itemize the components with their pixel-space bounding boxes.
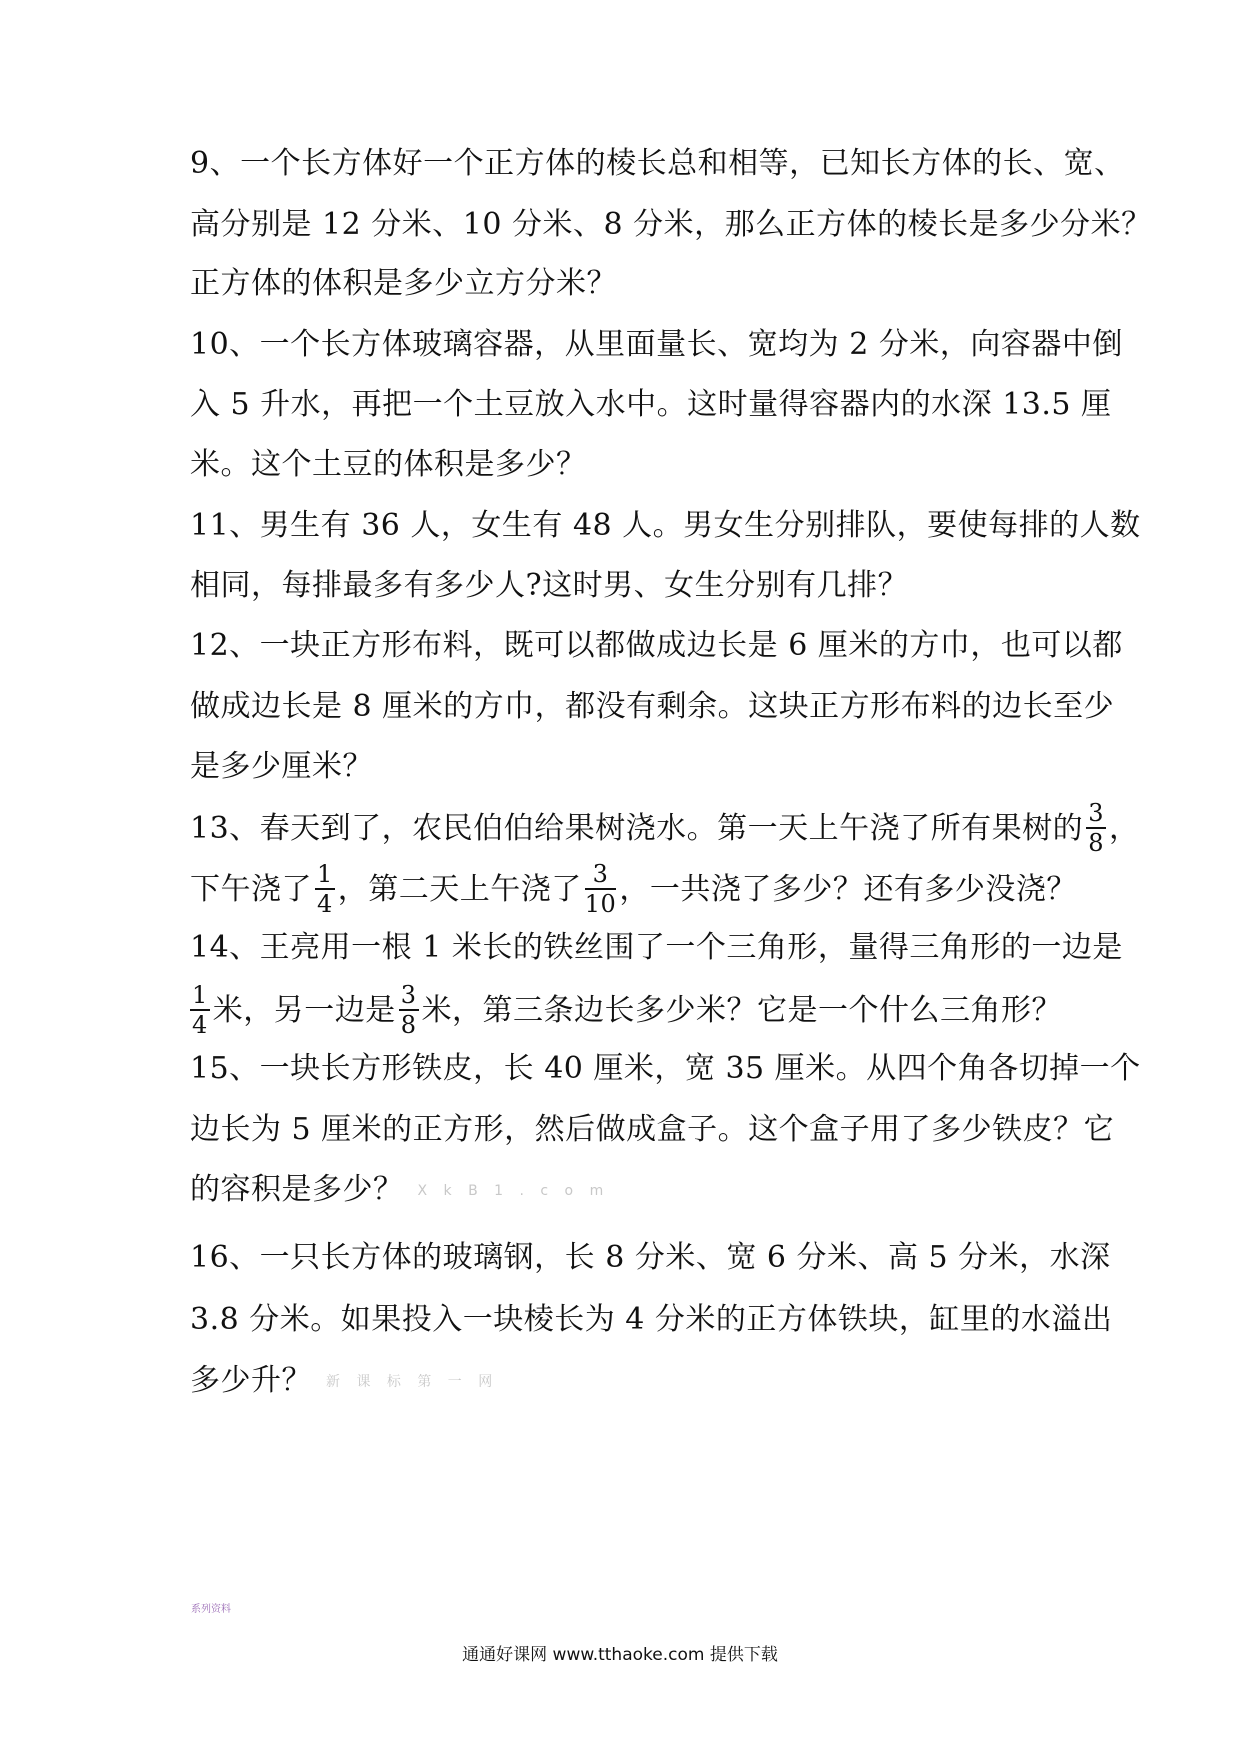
fraction [1086,799,1106,857]
problem-15-line-3 [190,1164,1070,1216]
fraction-numerator: 3 [1088,799,1104,827]
watermark-text: X k B 1 . c o m [417,1183,610,1199]
problem-14-line-2 [190,981,1070,1039]
problem-16-line-2: 3.8 分米。如果投入一块棱长为 4 分米的正方体铁块，缸里的水溢出 [190,1302,1113,1337]
problem-16-line-3 [190,1355,1070,1407]
problem-9-line-1: 9、一个长方体好一个正方体的棱长总和相等，已知长方体的长、宽、 [190,146,1125,181]
problem-13-line-2-c: ，一共浇了多少？还有多少没浇？ [619,872,1077,907]
problem-14-line-2-b: 米，第三条边长多少米？它是一个什么三角形？ [421,993,1063,1028]
problem-15-line-2: 边长为 5 厘米的正方形，然后做成盒子。这个盒子用了多少铁皮？它 [190,1112,1115,1147]
fraction [585,860,617,918]
fraction-denominator: 8 [400,1011,417,1039]
problem-13-line-2-a: 下午浇了 [190,872,312,907]
fraction-numerator: 1 [192,981,208,1009]
fraction [315,860,335,918]
problem-11-line-2: 相同，每排最多有多少人?这时男、女生分别有几排？ [190,568,909,603]
problem-12-line-1: 12、一块正方形布料，既可以都做成边长是 6 厘米的方巾，也可以都 [190,628,1123,663]
problem-12-line-2: 做成边长是 8 厘米的方巾，都没有剩余。这块正方形布料的边长至少 [190,689,1115,724]
problem-13-line-1-end: ， [1108,811,1140,846]
problem-10-line-3: 米。这个土豆的体积是多少？ [190,447,587,482]
fraction-denominator: 8 [1088,829,1104,857]
problem-16-line-3-text: 多少升？ [190,1363,312,1398]
problem-13-line-2-b: ，第二天上午浇了 [337,872,582,907]
problem-14-line-1: 14、王亮用一根 1 米长的铁丝围了一个三角形，量得三角形的一边是 [190,930,1123,965]
problem-11-line-1: 11、男生有 36 人，女生有 48 人。男女生分别排队，要使每排的人数 [190,508,1141,543]
problem-9-line-2: 高分别是 12 分米、10 分米、8 分米，那么正方体的棱长是多少分米？ [190,207,1152,242]
fraction-denominator: 4 [192,1011,208,1039]
fraction-numerator: 3 [585,860,617,890]
problem-10-line-1: 10、一个长方体玻璃容器，从里面量长、宽均为 2 分米，向容器中倒 [190,327,1123,362]
fraction-denominator: 4 [317,890,333,918]
small-tag: 系列资料 [191,1604,231,1615]
problem-14-line-2-a: 米，另一边是 [212,993,396,1028]
fraction [399,981,419,1039]
problem-13-line-1 [190,799,1140,857]
fraction-denominator: 10 [584,890,617,918]
problem-15-line-3-text: 的容积是多少？ [190,1172,404,1207]
problem-15-line-1: 15、一块长方形铁皮，长 40 厘米，宽 35 厘米。从四个角各切掉一个 [190,1051,1141,1086]
watermark-text: 新 课 标 第 一 网 [326,1374,499,1390]
problem-10-line-2: 入 5 升水，再把一个土豆放入水中。这时量得容器内的水深 13.5 厘 [190,387,1112,422]
fraction-numerator: 3 [400,981,417,1009]
problem-13-line-1-text: 13、春天到了，农民伯伯给果树浇水。第一天上午浇了所有果树的 [190,811,1084,846]
page-footer: 通通好课网 www.tthaoke.com 提供下载 [462,1645,778,1665]
problem-12-line-3: 是多少厘米？ [190,749,373,784]
fraction [190,981,210,1039]
problem-13-line-2 [190,860,1077,918]
problem-16-line-1: 16、一只长方体的玻璃钢，长 8 分米、宽 6 分米、高 5 分米，水深 [190,1240,1111,1275]
fraction-numerator: 1 [317,860,333,888]
problem-9-line-3: 正方体的体积是多少立方分米？ [190,266,617,301]
